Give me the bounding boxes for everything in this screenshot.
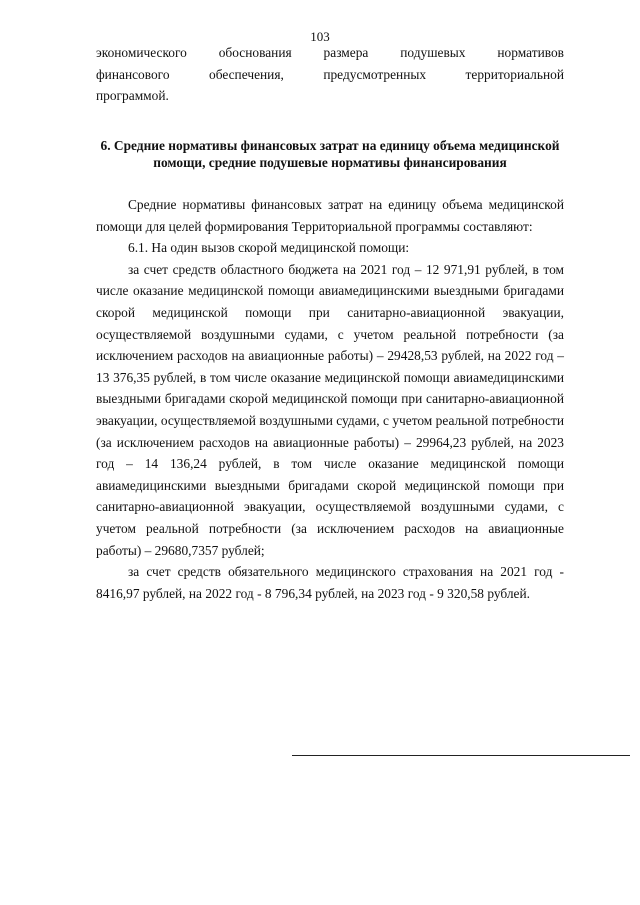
paragraph-intro: Средние нормативы финансовых затрат на единицу объема медицинской помощи для целей формирования Территориальной программы составляют: <box>96 197 564 234</box>
paragraph-oms: за счет средств обязательного медицинского страхования на 2021 год - 8416,97 рублей, на 2022 год - 8 796,34 рублей, на 2023 год - 9 320,58 рублей. <box>96 564 564 601</box>
paragraph-regional-budget: за счет средств областного бюджета на 2021 год – 12 971,91 рублей, в том числе оказание медицинской помощи авиамедицинскими выездными бригадами скорой медицинской помощи при санитарно-авиационной эвакуации, осуществляемой воздушными судами, с учетом реальной потребности (за исключением расходов на авиационные работы) – 29428,53 рублей, на 2022 год – 13 376,35 рублей, в том числе оказание медицинской помощи авиамедицинскими выездными бригадами скорой медицинской помощи при санитарно-авиационной эвакуации, осуществляемой воздушными судами, с учетом реальной потребности (за исключением расходов на авиационные работы) – 29964,23 рублей, на 2023 год – 14 136,24 рублей, в том числе оказание медицинской помощи авиамедицинскими выездными бригадами скорой медицинской помощи при санитарно-авиационной эвакуации, осуществляемой воздушными судами, с учетом реальной потребности (за исключением расходов на авиационные работы) – 29680,7357 рублей; <box>96 261 564 558</box>
paragraph-subsection-title: 6.1. На один вызов скорой медицинской помощи: <box>128 240 410 256</box>
page-number: 103 <box>310 29 330 44</box>
section-body <box>96 194 564 604</box>
footer-divider <box>292 755 630 756</box>
intro-line-3: программой. <box>96 88 169 104</box>
section-heading: 6. Средние нормативы финансовых затрат на единицу объема медицинской помощи, средние подушевые нормативы финансирования <box>100 138 560 170</box>
intro-line-2: финансового обеспечения, предусмотренных территориальной <box>96 66 564 82</box>
intro-continuation <box>96 42 564 107</box>
intro-line-1: экономического обоснования размера подушевых нормативов <box>96 45 564 60</box>
